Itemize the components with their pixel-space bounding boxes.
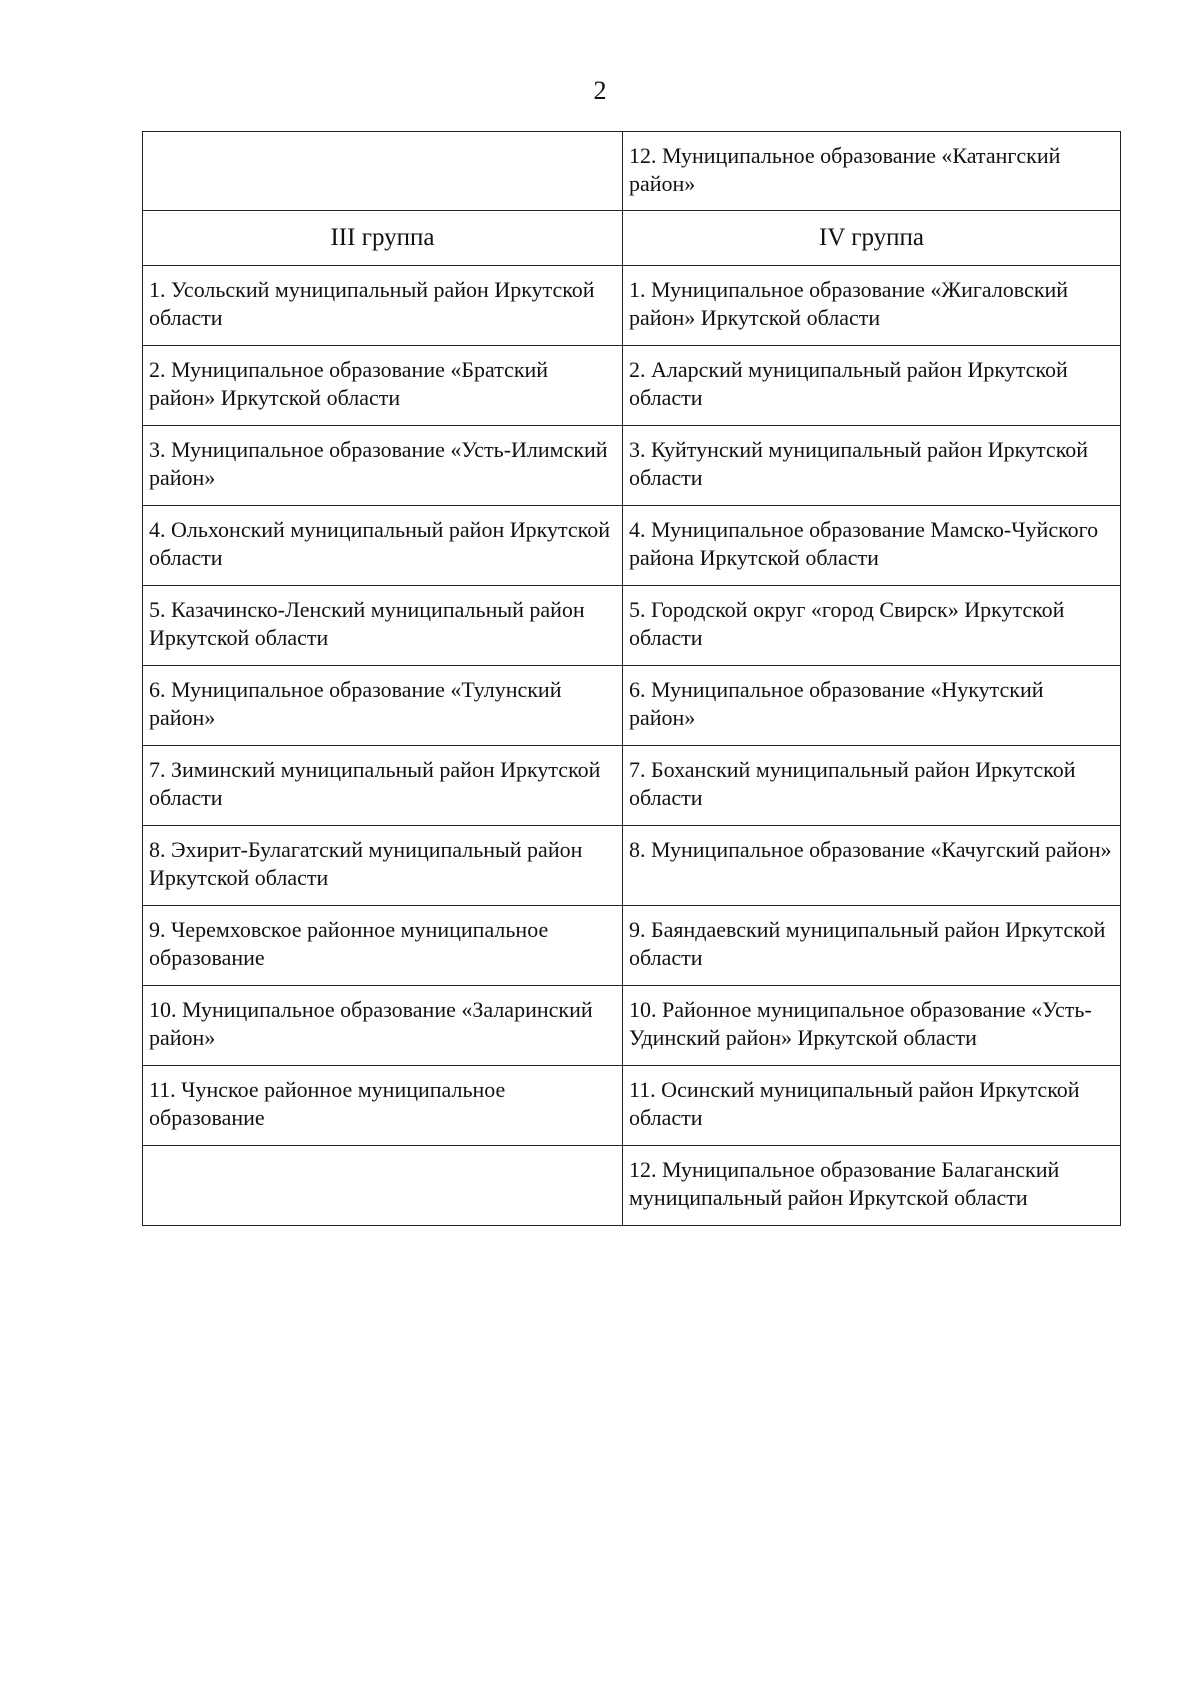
table-row: [143, 426, 1121, 506]
group-iii-item: 6. Муниципальное образование «Тулунский район»: [143, 666, 623, 746]
group-iv-item: 1. Муниципальное образование «Жигаловский район» Иркутской области: [623, 266, 1121, 346]
continuation-row: [143, 132, 1121, 211]
group-iv-item: 5. Городской округ «город Свирск» Иркутской области: [623, 586, 1121, 666]
group-iv-item: 10. Районное муниципальное образование «Усть-Удинский район» Иркутской области: [623, 986, 1121, 1066]
group-iii-item: 1. Усольский муниципальный район Иркутской области: [143, 266, 623, 346]
group-iv-item: 6. Муниципальное образование «Нукутский район»: [623, 666, 1121, 746]
group-iii-item: 2. Муниципальное образование «Братский район» Иркутской области: [143, 346, 623, 426]
group-header-row: [143, 211, 1121, 266]
table-row: [143, 586, 1121, 666]
group-iv-header: IV группа: [623, 211, 1121, 266]
table-row: [143, 986, 1121, 1066]
group-iv-item: 7. Боханский муниципальный район Иркутской области: [623, 746, 1121, 826]
group-iv-item: 3. Куйтунский муниципальный район Иркутской области: [623, 426, 1121, 506]
group-iii-item: 8. Эхирит-Булагатский муниципальный район Иркутской области: [143, 826, 623, 906]
table-row: [143, 906, 1121, 986]
group-iii-item: 7. Зиминский муниципальный район Иркутской области: [143, 746, 623, 826]
table-row: [143, 666, 1121, 746]
group-iii-header: III группа: [143, 211, 623, 266]
group-iii-item: 10. Муниципальное образование «Заларинский район»: [143, 986, 623, 1066]
table-row: [143, 1146, 1121, 1226]
group-iii-item: 4. Ольхонский муниципальный район Иркутской области: [143, 506, 623, 586]
group-iv-item: 2. Аларский муниципальный район Иркутской области: [623, 346, 1121, 426]
table-row: [143, 826, 1121, 906]
table-row: [143, 266, 1121, 346]
group-iv-item: 11. Осинский муниципальный район Иркутской области: [623, 1066, 1121, 1146]
table-row: [143, 746, 1121, 826]
table-row: [143, 1066, 1121, 1146]
group-iii-item: 3. Муниципальное образование «Усть-Илимский район»: [143, 426, 623, 506]
group-iii-item: 9. Черемховское районное муниципальное образование: [143, 906, 623, 986]
continuation-right-cell: 12. Муниципальное образование «Катангский район»: [623, 132, 1121, 211]
group-iv-item: 8. Муниципальное образование «Качугский район»: [623, 826, 1121, 906]
group-iii-item: 11. Чунское районное муниципальное образование: [143, 1066, 623, 1146]
group-iii-item: 5. Казачинско-Ленский муниципальный район Иркутской области: [143, 586, 623, 666]
continuation-left-cell: [143, 132, 623, 211]
groups-table: [142, 131, 1121, 1226]
group-iv-item: 4. Муниципальное образование Мамско-Чуйского района Иркутской области: [623, 506, 1121, 586]
group-iii-item: [143, 1146, 623, 1226]
table-row: [143, 346, 1121, 426]
page-number: 2: [593, 76, 607, 105]
table-row: [143, 506, 1121, 586]
group-iv-item: 12. Муниципальное образование Балаганский муниципальный район Иркутской области: [623, 1146, 1121, 1226]
group-iv-item: 9. Баяндаевский муниципальный район Иркутской области: [623, 906, 1121, 986]
